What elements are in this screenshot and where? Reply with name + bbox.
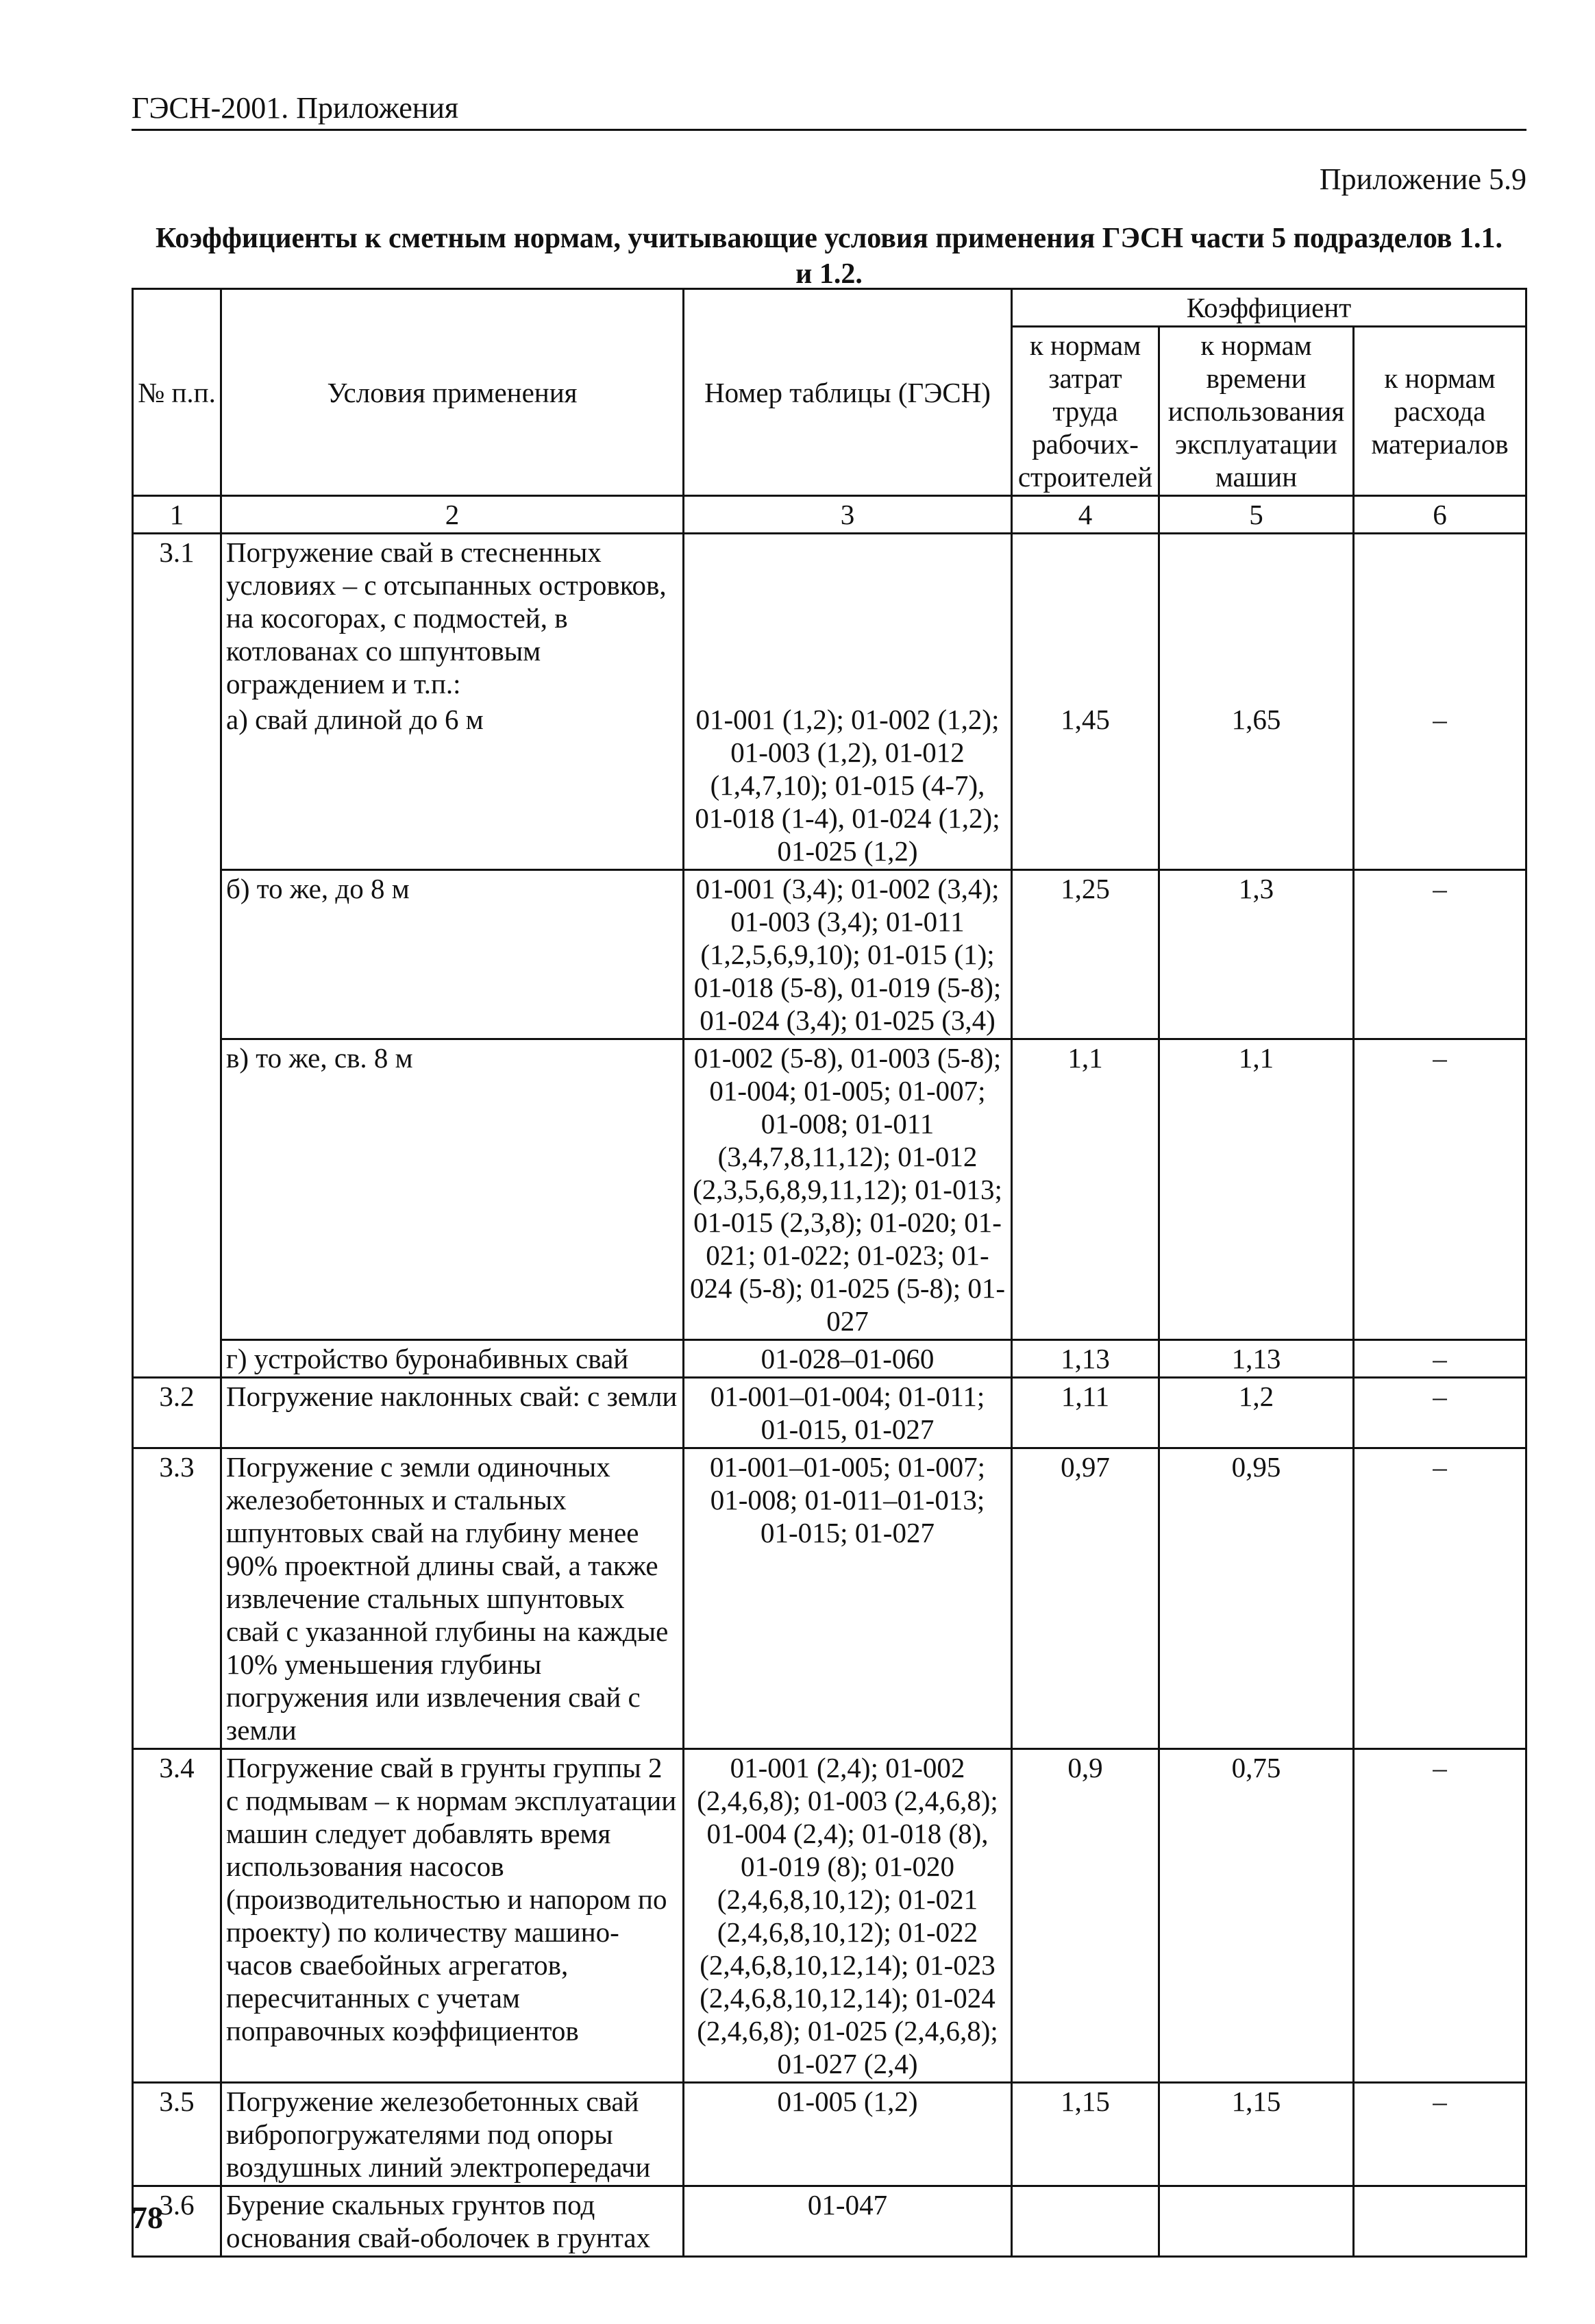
row-machines: 0,75 — [1159, 1749, 1354, 2083]
table-row — [133, 1378, 1526, 1448]
row-materials — [1354, 2186, 1526, 2257]
header-divider — [132, 129, 1526, 131]
row-labor: 1,1 — [1012, 1039, 1159, 1340]
row-table-refs: 01-001–01-005; 01-007; 01-008; 01-011–01-013; 01-015; 01-027 — [684, 1448, 1012, 1749]
row-labor: 1,15 — [1012, 2083, 1159, 2186]
table-row — [133, 534, 1526, 702]
table-row — [133, 1340, 1526, 1378]
row-condition: Погружение свай в грунты группы 2 с подмывам – к нормам эксплуатации машин следует добавлять время использования насосов (производительностью и напором по проекту) по количеству машино-часов сваебойных агрегатов, пересчитанных с учетам поправочных коэффициентов — [221, 1749, 684, 2083]
row-machines: 1,13 — [1159, 1340, 1354, 1378]
row-table-refs: 01-005 (1,2) — [684, 2083, 1012, 2186]
row-condition: Погружение свай в стесненных условиях – с отсыпанных островков, на косогорах, с подмостей, в котлованах со шпунтовым ограждением и т.п.: — [221, 534, 684, 702]
row-machines: 1,15 — [1159, 2083, 1354, 2186]
row-table-refs: 01-001–01-004; 01-011; 01-015, 01-027 — [684, 1378, 1012, 1448]
table-row — [133, 2186, 1526, 2257]
row-materials: – — [1354, 1039, 1526, 1340]
table-row — [133, 2083, 1526, 2186]
row-labor: 0,9 — [1012, 1749, 1159, 2083]
page-number: 78 — [132, 2200, 163, 2235]
row-condition: Погружение с земли одиночных железобетонных и стальных шпунтовых свай на глубину менее 90% проектной длины свай, а также извлечение стальных шпунтовых свай с указанной глубины на каждые 10% уменьшения глубины погружения или извлечения свай с земли — [221, 1448, 684, 1749]
row-table-refs: 01-028–01-060 — [684, 1340, 1012, 1378]
row-materials: – — [1354, 2083, 1526, 2186]
row-table-refs — [684, 534, 1012, 702]
coefficients-table — [132, 288, 1527, 2258]
row-labor — [1012, 534, 1159, 702]
row-machines: 1,65 — [1159, 702, 1354, 870]
running-title: ГЭСН-2001. Приложения — [132, 91, 459, 125]
column-number: 1 — [133, 496, 221, 534]
column-number: 2 — [221, 496, 684, 534]
row-table-refs: 01-001 (3,4); 01-002 (3,4); 01-003 (3,4); 01-011 (1,2,5,6,9,10); 01-015 (1); 01-018 (5-8), 01-019 (5-8); 01-024 (3,4); 01-025 (3,4) — [684, 870, 1012, 1039]
header-conditions: Условия применения — [221, 289, 684, 496]
row-materials: – — [1354, 1378, 1526, 1448]
row-condition: Погружение наклонных свай: с земли — [221, 1378, 684, 1448]
row-machines — [1159, 2186, 1354, 2257]
row-table-refs: 01-002 (5-8), 01-003 (5-8); 01-004; 01-005; 01-007; 01-008; 01-011 (3,4,7,8,11,12); 01-012 (2,3,5,6,8,9,11,12); 01-013; 01-015 (2,3,8); 01-020; 01-021; 01-022; 01-023; 01-024 (5-8); 01-025 (5-8); 01-027 — [684, 1039, 1012, 1340]
page-title: Коэффициенты к сметным нормам, учитывающие условия применения ГЭСН части 5 подразделов 1.1. и 1.2. — [156, 223, 1503, 290]
row-labor: 0,97 — [1012, 1448, 1159, 1749]
row-condition: а) свай длиной до 6 м — [221, 702, 684, 870]
table-row — [133, 870, 1526, 1039]
row-number: 3.1 — [133, 534, 221, 1378]
row-condition: б) то же, до 8 м — [221, 870, 684, 1039]
row-condition: в) то же, св. 8 м — [221, 1039, 684, 1340]
row-machines: 0,95 — [1159, 1448, 1354, 1749]
table-row — [133, 1448, 1526, 1749]
column-number: 6 — [1354, 496, 1526, 534]
row-table-refs: 01-047 — [684, 2186, 1012, 2257]
row-condition: Бурение скальных грунтов под основания свай-оболочек в грунтах — [221, 2186, 684, 2257]
row-labor: 1,25 — [1012, 870, 1159, 1039]
row-materials — [1354, 534, 1526, 702]
row-number: 3.3 — [133, 1448, 221, 1749]
row-materials: – — [1354, 870, 1526, 1039]
row-labor: 1,45 — [1012, 702, 1159, 870]
row-machines: 1,1 — [1159, 1039, 1354, 1340]
row-materials: – — [1354, 1340, 1526, 1378]
row-labor: 1,13 — [1012, 1340, 1159, 1378]
row-labor — [1012, 2186, 1159, 2257]
table-row — [133, 1749, 1526, 2083]
row-table-refs: 01-001 (1,2); 01-002 (1,2); 01-003 (1,2), 01-012 (1,4,7,10); 01-015 (4-7), 01-018 (1-4), 01-024 (1,2); 01-025 (1,2) — [684, 702, 1012, 870]
header-materials: к нормам расхода материалов — [1354, 327, 1526, 496]
header-table-no: Номер таблицы (ГЭСН) — [684, 289, 1012, 496]
header-no: № п.п. — [133, 289, 221, 496]
row-table-refs: 01-001 (2,4); 01-002 (2,4,6,8); 01-003 (2,4,6,8); 01-004 (2,4); 01-018 (8), 01-019 (8); 01-020 (2,4,6,8,10,12); 01-021 (2,4,6,8,10,12); 01-022 (2,4,6,8,10,12,14); 01-023 (2,4,6,8,10,12,14); 01-024 (2,4,6,8); 01-025 (2,4,6,8); 01-027 (2,4) — [684, 1749, 1012, 2083]
row-materials: – — [1354, 1749, 1526, 2083]
row-number: 3.4 — [133, 1749, 221, 2083]
header-labor: к нормам затрат труда рабочих-строителей — [1012, 327, 1159, 496]
column-number: 3 — [684, 496, 1012, 534]
header-machines: к нормам времени использования эксплуатации машин — [1159, 327, 1354, 496]
row-machines — [1159, 534, 1354, 702]
row-machines: 1,3 — [1159, 870, 1354, 1039]
table-row — [133, 702, 1526, 870]
row-number: 3.5 — [133, 2083, 221, 2186]
column-number: 5 — [1159, 496, 1354, 534]
row-number: 3.6 — [133, 2186, 221, 2257]
column-numbers-row — [133, 496, 1526, 534]
row-condition: г) устройство буронабивных свай — [221, 1340, 684, 1378]
appendix-label: Приложение 5.9 — [1319, 162, 1526, 196]
row-machines: 1,2 — [1159, 1378, 1354, 1448]
table-row — [133, 1039, 1526, 1340]
row-materials: – — [1354, 702, 1526, 870]
column-number: 4 — [1012, 496, 1159, 534]
row-condition: Погружение железобетонных свай вибропогружателями под опоры воздушных линий электропередачи — [221, 2083, 684, 2186]
row-labor: 1,11 — [1012, 1378, 1159, 1448]
row-materials: – — [1354, 1448, 1526, 1749]
row-number: 3.2 — [133, 1378, 221, 1448]
header-coefficient: Коэффициент — [1012, 289, 1526, 327]
